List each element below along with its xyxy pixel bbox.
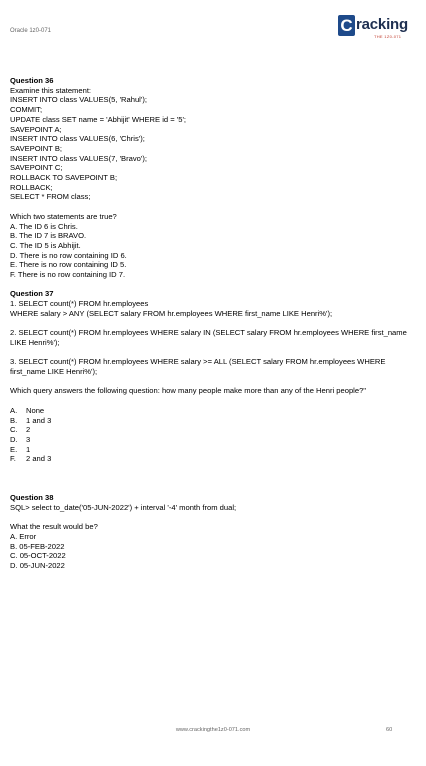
- q37-option: [10, 454, 410, 464]
- q36-line: INSERT INTO class VALUES(7, 'Bravo');: [10, 153, 147, 163]
- q36-line: SELECT * FROM class;: [10, 192, 91, 202]
- q36-question: Which two statements are true?: [10, 211, 117, 221]
- q37-option: [10, 445, 410, 455]
- q37-statement-2: 2. SELECT count(*) FROM hr.employees WHERE salary IN (SELECT salary FROM hr.employees WHERE first_name LIKE Henri%');: [10, 328, 407, 347]
- option-key: A.: [10, 405, 18, 415]
- option-text: 1: [26, 444, 31, 454]
- q37-question: Which query answers the following question: how many people make more than any of the Henri people?": [10, 386, 367, 396]
- q36-option: D. There is no row containing ID 6.: [10, 250, 127, 260]
- q36-line: SAVEPOINT C;: [10, 163, 63, 173]
- option-key: D.: [10, 434, 18, 444]
- q36-line: SAVEPOINT B;: [10, 143, 63, 153]
- q36-option: C. The ID 5 is Abhijit.: [10, 240, 81, 250]
- question-38-title: Question 38: [10, 493, 54, 503]
- option-key: F.: [10, 454, 16, 464]
- q36-option: B. The ID 7 is BRAVO.: [10, 231, 87, 241]
- q36-line: Examine this statement:: [10, 85, 92, 95]
- question-37-title: Question 37: [10, 289, 54, 299]
- cracking-logo: [338, 15, 410, 41]
- question-36-title: Question 36: [10, 76, 54, 85]
- q37-option: [10, 425, 410, 435]
- q37-option: [10, 406, 410, 416]
- q38-option: A. Error: [10, 531, 37, 541]
- page-number: 60: [386, 727, 393, 733]
- logo-wordmark: racking: [356, 16, 408, 33]
- q37-statement-3: 3. SELECT count(*) FROM hr.employees WHERE salary >= ALL (SELECT salary FROM hr.employees WHERE first_name LIKE Henri%');: [10, 357, 386, 377]
- option-text: 3: [26, 434, 31, 444]
- q38-option: B. 05-FEB-2022: [10, 541, 65, 551]
- q38-statement: SQL> select to_date('05-JUN-2022') + interval '-4' month from dual;: [10, 502, 237, 512]
- q36-line: ROLLBACK;: [10, 182, 53, 192]
- option-key: C.: [10, 425, 18, 435]
- q37-option: [10, 435, 410, 445]
- q37-statement-1-line-2: WHERE salary > ANY (SELECT salary FROM hr.employees WHERE first_name LIKE Henri%');: [10, 308, 333, 318]
- header-doc-code: Oracle 1z0-071: [10, 28, 52, 34]
- option-text: 1 and 3: [26, 415, 52, 425]
- footer-url: www.crackingthe1z0-071.com: [175, 727, 251, 733]
- q36-line: COMMIT;: [10, 105, 43, 115]
- q38-option: D. 05-JUN-2022: [10, 561, 65, 571]
- option-text: 2 and 3: [26, 454, 52, 464]
- q36-line: UPDATE class SET name = 'Abhijit' WHERE id = '5';: [10, 114, 187, 124]
- q38-question: What the result would be?: [10, 522, 98, 532]
- q37-statement-1-line-1: 1. SELECT count(*) FROM hr.employees: [10, 299, 149, 309]
- q37-option: [10, 416, 410, 426]
- logo-tagline: THE 1Z0-071: [374, 34, 402, 39]
- option-text: None: [26, 405, 45, 415]
- q36-line: ROLLBACK TO SAVEPOINT B;: [10, 173, 118, 183]
- option-text: 2: [26, 425, 31, 435]
- option-key: B.: [10, 415, 18, 425]
- page-content: [10, 76, 410, 571]
- logo-letter-box: C: [338, 15, 355, 36]
- q38-option: C. 05-OCT-2022: [10, 551, 66, 561]
- option-key: E.: [10, 444, 18, 454]
- q36-line: INSERT INTO class VALUES(6, 'Chris');: [10, 134, 145, 144]
- q36-line: INSERT INTO class VALUES(5, 'Rahul');: [10, 95, 147, 105]
- q36-option: A. The ID 6 is Chris.: [10, 221, 78, 231]
- q36-line: SAVEPOINT A;: [10, 124, 62, 134]
- q36-option: F. There is no row containing ID 7.: [10, 270, 126, 280]
- q36-option: E. There is no row containing ID 5.: [10, 260, 127, 270]
